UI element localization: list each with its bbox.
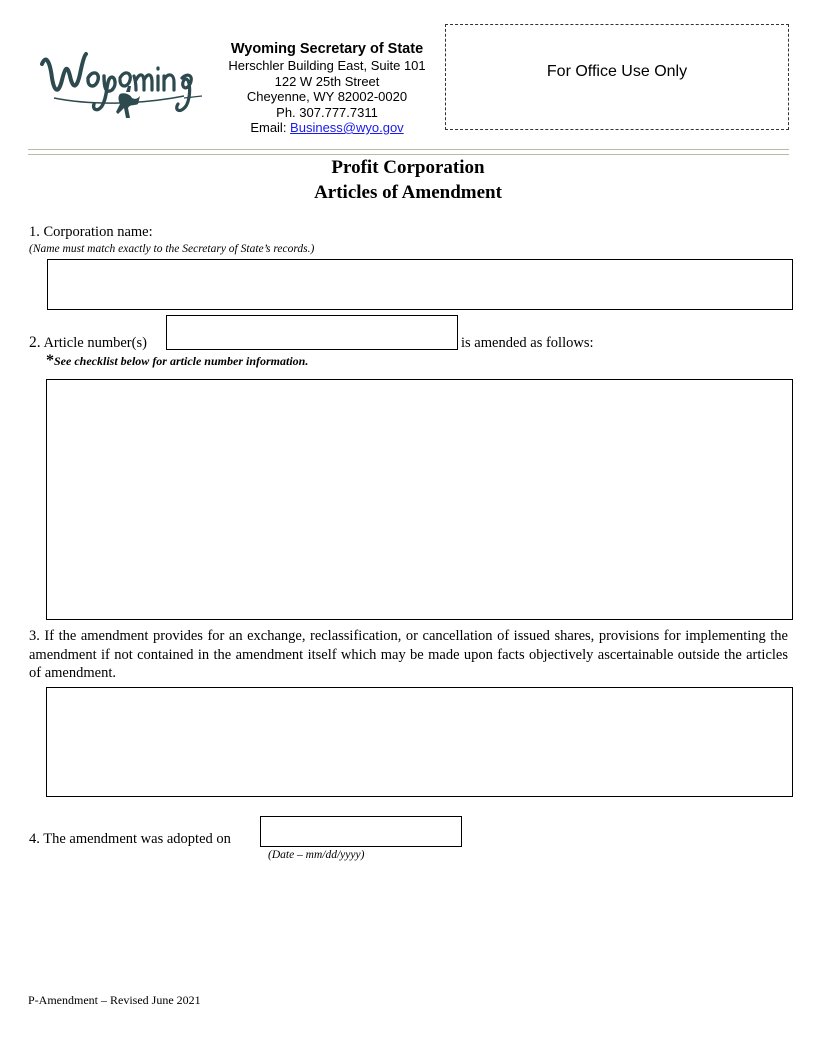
amended-as-follows-label: is amended as follows: [461, 335, 594, 351]
office-use-label: For Office Use Only [546, 63, 688, 80]
note-asterisk: * [46, 352, 54, 369]
adoption-date-field[interactable] [260, 816, 462, 847]
address-line-3: Cheyenne, WY 82002-0020 [246, 89, 408, 104]
article-number-label [29, 334, 147, 352]
corporation-name-field[interactable] [47, 259, 793, 310]
share-exchange-provisions-field[interactable] [46, 687, 793, 797]
office-use-box [445, 24, 789, 130]
article-number-prefix: 2. [29, 334, 41, 351]
share-exchange-provisions-text: 3. If the amendment provides for an exchange, reclassification, or cancellation of issued shares, provisions for implementing the amendment if not contained in the amendment itself which may be made upon facts objectively ascertainable outside the articles of amendment. [29, 628, 788, 681]
form-revision-footer: P-Amendment – Revised June 2021 [28, 993, 201, 1007]
corporation-name-note: (Name must match exactly to the Secretary of State’s records.) [29, 243, 315, 255]
article-number-note-text: See checklist below for article number information. [54, 354, 309, 368]
adoption-date-label: 4. The amendment was adopted on [29, 831, 231, 847]
article-number-field[interactable] [166, 315, 458, 350]
form-title-line2: Articles of Amendment [314, 182, 502, 203]
email-line [212, 120, 442, 136]
adoption-date-hint: (Date – mm/dd/yyyy) [268, 849, 365, 861]
cowboy-bronco-logo-icon [34, 34, 206, 134]
amendment-text-field[interactable] [46, 379, 793, 620]
wyoming-logo [34, 34, 206, 134]
address-line-1: Herschler Building East, Suite 101 [228, 58, 426, 73]
article-number-text: Article number(s) [43, 335, 147, 351]
header-divider-bottom [28, 154, 789, 155]
form-title-line1: Profit Corporation [331, 157, 485, 178]
agency-name: Wyoming Secretary of State [230, 41, 424, 57]
email-link[interactable]: Business@wyo.gov [290, 120, 404, 135]
phone-number: Ph. 307.777.7311 [276, 104, 378, 120]
header-divider-top [28, 149, 789, 150]
email-label: Email: [250, 120, 291, 135]
agency-contact-block [212, 40, 442, 136]
article-number-note [46, 352, 308, 370]
corporation-name-label: 1. Corporation name: [29, 224, 153, 240]
address-line-2: 122 W 25th Street [274, 73, 380, 89]
